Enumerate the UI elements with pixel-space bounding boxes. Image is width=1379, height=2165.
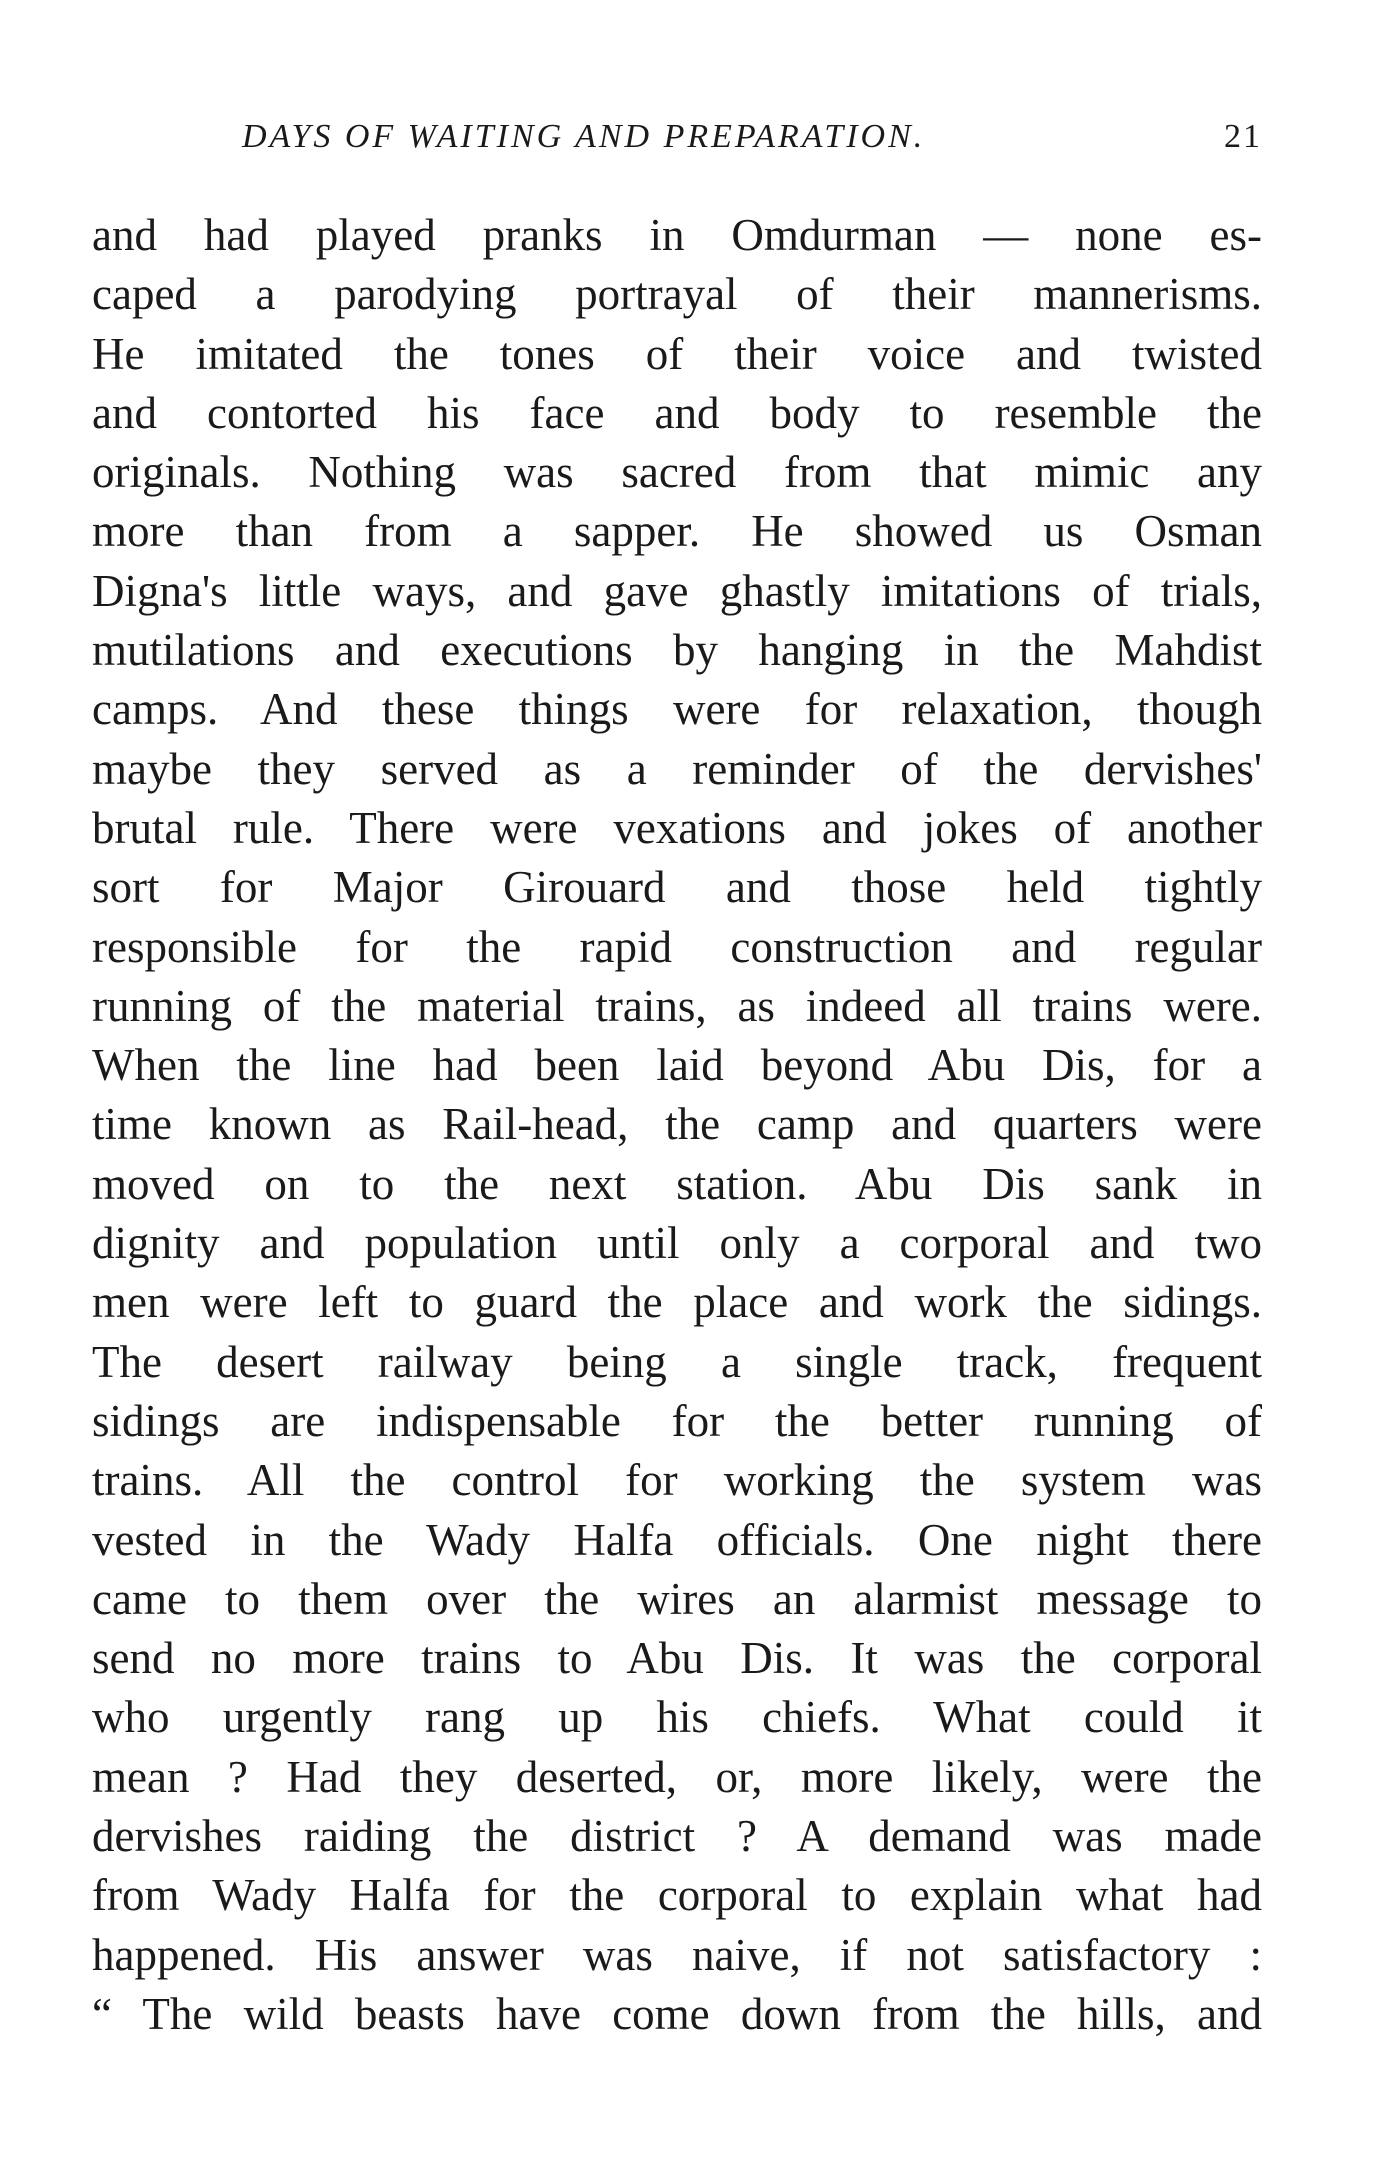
text-line: Digna's little ways, and gave ghastly imitations of trials, <box>92 565 1262 616</box>
text-line: and contorted his face and body to resemble the <box>92 387 1262 438</box>
text-line: sidings are indispensable for the better running of <box>92 1395 1262 1446</box>
text-line: The desert railway being a single track, frequent <box>92 1336 1262 1387</box>
text-line: brutal rule. There were vexations and jokes of another <box>92 802 1262 853</box>
text-line: mean ? Had they deserted, or, more likely, were the <box>92 1751 1262 1802</box>
text-line: running of the material trains, as indeed all trains were. <box>92 980 1262 1031</box>
text-line: sort for Major Girouard and those held tightly <box>92 862 1262 913</box>
text-line: time known as Rail-head, the camp and quarters were <box>92 1099 1262 1150</box>
text-line: from Wady Halfa for the corporal to explain what had <box>92 1870 1262 1921</box>
text-line: happened. His answer was naive, if not satisfactory : <box>92 1929 1262 1980</box>
text-line: trains. All the control for working the system was <box>92 1455 1262 1506</box>
text-line: moved on to the next station. Abu Dis sank in <box>92 1158 1262 1209</box>
text-line: caped a parodying portrayal of their mannerisms. <box>92 269 1262 320</box>
running-head <box>92 118 1262 168</box>
text-line: dignity and population until only a corporal and two <box>92 1218 1262 1269</box>
body-text <box>92 206 1262 2044</box>
running-title: DAYS OF WAITING AND PREPARATION. <box>242 118 926 155</box>
text-line: When the line had been laid beyond Abu Dis, for a <box>92 1040 1262 1091</box>
text-line: more than from a sapper. He showed us Osman <box>92 506 1262 557</box>
text-line: send no more trains to Abu Dis. It was the corporal <box>92 1633 1262 1684</box>
text-line: maybe they served as a reminder of the dervishes' <box>92 743 1262 794</box>
page-number: 21 <box>1224 118 1262 155</box>
text-line: He imitated the tones of their voice and twisted <box>92 328 1262 379</box>
text-line: and had played pranks in Omdurman — none es- <box>92 210 1262 260</box>
text-line: originals. Nothing was sacred from that mimic any <box>92 447 1262 498</box>
text-line: dervishes raiding the district ? A demand was made <box>92 1811 1262 1862</box>
text-line: “ The wild beasts have come down from the hills, and <box>92 1988 1262 2039</box>
text-line: who urgently rang up his chiefs. What could it <box>92 1692 1262 1743</box>
text-line: responsible for the rapid construction and regular <box>92 921 1262 972</box>
text-line: vested in the Wady Halfa officials. One night there <box>92 1514 1262 1565</box>
text-line: mutilations and executions by hanging in the Mahdist <box>92 625 1262 676</box>
text-line: men were left to guard the place and work the sidings. <box>92 1277 1262 1328</box>
text-line: camps. And these things were for relaxation, though <box>92 684 1262 735</box>
text-line: came to them over the wires an alarmist message to <box>92 1573 1262 1624</box>
